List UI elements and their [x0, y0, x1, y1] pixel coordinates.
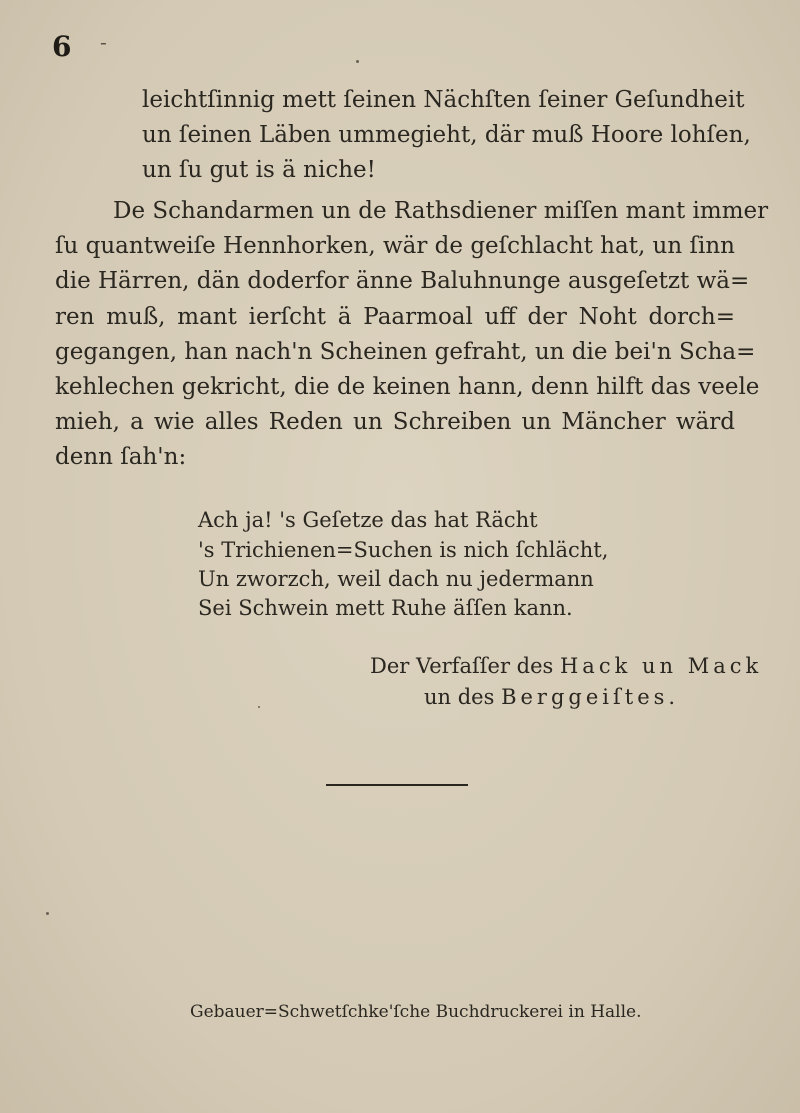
text-line: ſu quantweiſe Hennhorken, wär de geſchlacht hat, un ſinn	[55, 233, 735, 259]
text-line: gegangen, han nach'n Scheinen gefraht, un die bei'n Scha=	[55, 339, 756, 365]
signature-prefix: un des	[424, 685, 502, 709]
paper-speck	[46, 912, 49, 915]
signature-line	[424, 683, 679, 711]
text-line: leichtſinnig mett ſeinen Nächſten ſeiner Geſundheit	[142, 87, 745, 113]
verse-line: Sei Schwein mett Ruhe äſſen kann.	[198, 596, 573, 620]
text-line: denn ſah'n:	[55, 444, 187, 470]
paper-speck	[258, 706, 260, 708]
text-line: un ſeinen Läben ummegieht, där muß Hoore lohſen,	[142, 122, 751, 148]
text-line: die Härren, dän doderfor änne Baluhnunge ausgeſetzt wä=	[55, 268, 750, 294]
text-line: kehlechen gekricht, die de keinen hann, denn hilft das veele	[55, 374, 760, 400]
signature-work-title: Hack un Mack	[559, 654, 763, 678]
signature-line	[370, 652, 762, 680]
signature-prefix: Der Verfaſſer des	[370, 654, 560, 678]
paper-speck	[356, 60, 359, 63]
signature-work-title: Berggeiſtes.	[501, 685, 680, 709]
text-line: De Schandarmen un de Rathsdiener miſſen mant immer	[113, 198, 769, 224]
text-line: un ſu gut is ä niche!	[142, 157, 376, 183]
verse-line: Ach ja! 's Geſetze das hat Rächt	[198, 508, 538, 532]
text-line: ren muß, mant ierſcht ä Paarmoal uff der Noht dorch=	[55, 304, 735, 330]
page-number: 6	[52, 30, 72, 63]
section-divider	[326, 784, 468, 786]
text-line: mieh, a wie alles Reden un Schreiben un Mäncher wärd	[55, 409, 735, 435]
page-number-dash: -	[100, 30, 107, 54]
printer-imprint: Gebauer=Schwetſchke'ſche Buchdruckerei in Halle.	[190, 1002, 642, 1022]
verse-line: Un zworzch, weil dach nu jedermann	[198, 567, 594, 591]
verse-line: 's Trichienen=Suchen is nich ſchlächt,	[198, 538, 609, 562]
